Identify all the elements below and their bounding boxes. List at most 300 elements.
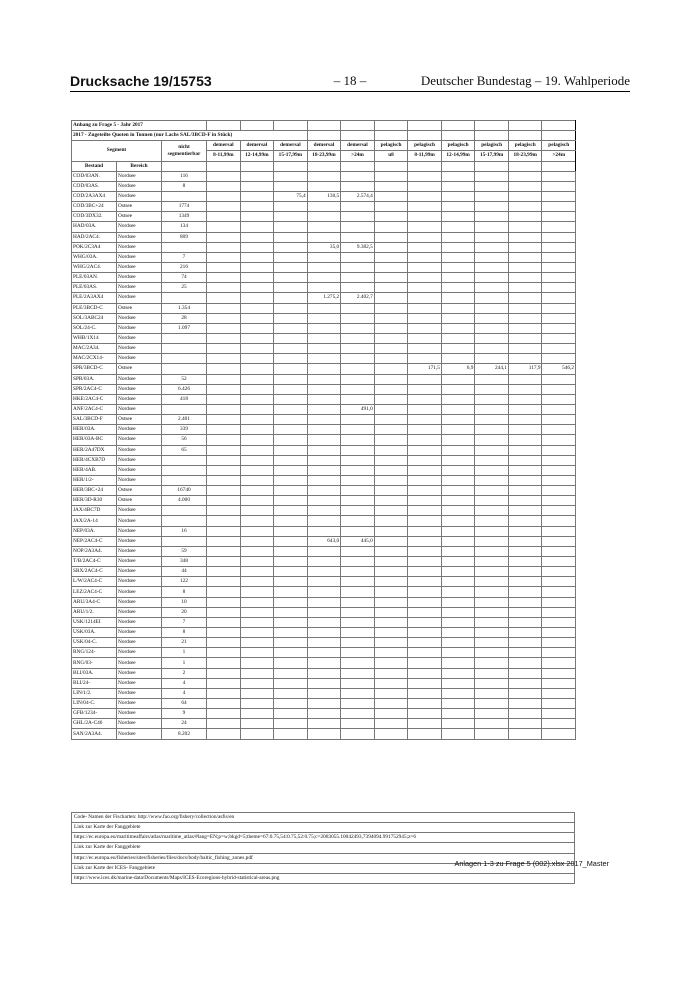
bestand-cell: T/B/2AC4-C — [72, 557, 117, 567]
quota-cell — [374, 546, 408, 556]
quota-cell — [207, 506, 241, 516]
quota-cell — [307, 252, 341, 262]
quota-cell — [508, 516, 542, 526]
nicht-segmentierbar-cell: 8 — [162, 587, 207, 597]
table-row — [72, 709, 576, 719]
quota-cell — [307, 587, 341, 597]
quota-cell — [207, 678, 241, 688]
bereich-cell: Nordsee — [117, 699, 162, 709]
bestand-cell: SPR/2AC4-C — [72, 384, 117, 394]
quota-cell — [374, 181, 408, 191]
length-header: 12-14,99m — [240, 151, 274, 161]
nicht-segmentierbar-cell: 1 — [162, 658, 207, 668]
length-header: >24m — [341, 151, 375, 161]
quota-cell — [207, 384, 241, 394]
quota-cell — [441, 607, 475, 617]
quota-cell — [274, 374, 308, 384]
bestand-cell: HER/3BC+24 — [72, 486, 117, 496]
quota-cell — [475, 546, 509, 556]
quota-cell — [307, 658, 341, 668]
quota-cell — [408, 688, 442, 698]
quota-cell — [475, 202, 509, 212]
quota-cell — [240, 526, 274, 536]
quota-cell — [341, 344, 375, 354]
quota-cell — [240, 333, 274, 343]
bereich-cell: Nordsee — [117, 445, 162, 455]
quota-cell — [408, 191, 442, 201]
bereich-cell: Nordsee — [117, 617, 162, 627]
bereich-cell: Nordsee — [117, 191, 162, 201]
bestand-cell: NOP/2A3A4. — [72, 546, 117, 556]
quota-cell — [341, 678, 375, 688]
bereich-cell: Nordsee — [117, 344, 162, 354]
footer-filename: Anlagen 1-3 zu Frage 5 (002).xlsx 2017_Master — [454, 859, 609, 868]
quota-cell — [374, 617, 408, 627]
quota-cell — [240, 648, 274, 658]
quota-cell — [307, 668, 341, 678]
bestand-cell: COD/03AN. — [72, 171, 117, 181]
table-row — [72, 364, 576, 374]
quota-cell — [341, 252, 375, 262]
quota-cell — [341, 526, 375, 536]
quota-cell — [475, 526, 509, 536]
quota-cell — [274, 394, 308, 404]
quota-cell — [207, 709, 241, 719]
quota-cell — [341, 181, 375, 191]
quota-cell — [274, 364, 308, 374]
quota-cell — [542, 557, 576, 567]
quota-cell — [240, 384, 274, 394]
quota-cell — [374, 313, 408, 323]
quota-cell — [307, 577, 341, 587]
nicht-segmentierbar-cell: 2.401 — [162, 415, 207, 425]
bereich-cell: Nordsee — [117, 181, 162, 191]
bereich-cell: Nordsee — [117, 597, 162, 607]
quota-cell — [408, 648, 442, 658]
quota-cell — [508, 181, 542, 191]
quota-cell — [274, 486, 308, 496]
quota-cell — [542, 628, 576, 638]
quota-cell — [274, 262, 308, 272]
quota-cell — [307, 496, 341, 506]
quota-cell — [240, 668, 274, 678]
quota-cell — [341, 212, 375, 222]
quota-cell — [542, 496, 576, 506]
nicht-segmentierbar-cell: 116 — [162, 171, 207, 181]
quota-cell — [240, 303, 274, 313]
quota-cell — [542, 709, 576, 719]
bestand-cell: USK/1214EI — [72, 617, 117, 627]
bereich-cell: Nordsee — [117, 628, 162, 638]
quota-cell — [240, 688, 274, 698]
quota-cell — [508, 394, 542, 404]
quota-cell — [374, 557, 408, 567]
quota-cell — [207, 181, 241, 191]
bestand-cell: WHG/2AC4. — [72, 262, 117, 272]
nicht-segmentierbar-cell: 59 — [162, 546, 207, 556]
quota-cell — [408, 516, 442, 526]
quota-cell — [408, 567, 442, 577]
quota-cell — [408, 496, 442, 506]
quota-cell — [274, 425, 308, 435]
quota-cell — [207, 486, 241, 496]
quota-cell — [441, 425, 475, 435]
quota-cell — [508, 668, 542, 678]
quota-cell — [307, 181, 341, 191]
bereich-cell: Nordsee — [117, 242, 162, 252]
quota-cell — [475, 577, 509, 587]
quota-cell — [341, 516, 375, 526]
table-row — [72, 262, 576, 272]
quota-cell: 75,4 — [274, 191, 308, 201]
quota-cell — [542, 212, 576, 222]
quota-cell — [341, 587, 375, 597]
link-label: Link zur Karte der Fanggebiete — [72, 843, 575, 853]
quota-cell — [441, 475, 475, 485]
quota-cell — [542, 242, 576, 252]
quota-cell — [542, 323, 576, 333]
bereich-cell: Nordsee — [117, 607, 162, 617]
quota-cell — [374, 293, 408, 303]
nicht-segmentierbar-cell: 4.000 — [162, 496, 207, 506]
quota-cell — [341, 648, 375, 658]
bereich-cell: Nordsee — [117, 729, 162, 739]
quota-cell — [542, 648, 576, 658]
nicht-segmentierbar-cell: 216 — [162, 262, 207, 272]
header-rule — [70, 91, 630, 92]
quota-cell — [207, 344, 241, 354]
quota-cell — [508, 567, 542, 577]
quota-cell — [475, 719, 509, 729]
quota-cell — [441, 567, 475, 577]
quota-cell — [341, 699, 375, 709]
quota-cell — [240, 546, 274, 556]
quota-cell — [542, 191, 576, 201]
quota-cell — [374, 587, 408, 597]
quota-cell: 546,2 — [542, 364, 576, 374]
quota-cell — [341, 628, 375, 638]
bereich-cell: Nordsee — [117, 719, 162, 729]
quota-cell — [441, 232, 475, 242]
table-row — [72, 232, 576, 242]
bereich-cell: Nordsee — [117, 394, 162, 404]
bestand-cell: SPR/3BCD-C — [72, 364, 117, 374]
quota-cell — [374, 729, 408, 739]
bestand-cell: GHL/2A-C46 — [72, 719, 117, 729]
quota-cell — [508, 435, 542, 445]
table-row — [72, 404, 576, 414]
bereich-cell: Nordsee — [117, 333, 162, 343]
quota-cell — [307, 486, 341, 496]
bestand-cell: WHG/03A. — [72, 252, 117, 262]
drucksache-number: Drucksache 19/15753 — [70, 73, 212, 89]
bestand-cell: HAD/03A. — [72, 222, 117, 232]
quota-cell — [542, 202, 576, 212]
quota-cell — [207, 688, 241, 698]
bestand-cell: ANF/2AC4-C — [72, 404, 117, 414]
quota-cell — [207, 202, 241, 212]
category-header: pelagisch — [374, 141, 408, 151]
quota-cell — [475, 313, 509, 323]
quota-cell — [475, 354, 509, 364]
quota-cell — [307, 354, 341, 364]
quota-cell — [307, 222, 341, 232]
table-row — [72, 374, 576, 384]
page-header — [70, 73, 630, 89]
quota-cell — [274, 222, 308, 232]
quota-cell — [408, 445, 442, 455]
quota-cell — [207, 232, 241, 242]
bereich-cell: Nordsee — [117, 688, 162, 698]
quota-cell — [508, 729, 542, 739]
bereich-cell: Nordsee — [117, 262, 162, 272]
quota-cell — [207, 425, 241, 435]
quota-cell — [441, 526, 475, 536]
bestand-cell: NEP/2AC4-C — [72, 536, 117, 546]
quota-cell — [508, 628, 542, 638]
nicht-segmentierbar-cell: 7 — [162, 617, 207, 627]
quota-cell — [475, 374, 509, 384]
quota-cell — [207, 546, 241, 556]
quota-cell — [542, 344, 576, 354]
nicht-segmentierbar-cell — [162, 344, 207, 354]
table-row — [72, 607, 576, 617]
quota-cell — [341, 364, 375, 374]
quota-cell — [441, 242, 475, 252]
quota-cell — [207, 496, 241, 506]
nicht-segmentierbar-cell: 7 — [162, 252, 207, 262]
quota-cell — [508, 506, 542, 516]
quota-cell — [341, 232, 375, 242]
bestand-cell: SPR/03A. — [72, 374, 117, 384]
bestand-cell: BLI/03A. — [72, 668, 117, 678]
quota-cell — [408, 597, 442, 607]
quota-cell — [508, 262, 542, 272]
quota-cell: 171,5 — [408, 364, 442, 374]
category-header: pelagisch — [408, 141, 442, 151]
quota-cell — [240, 181, 274, 191]
quota-cell — [341, 303, 375, 313]
nicht-segmentierbar-cell: 8.202 — [162, 729, 207, 739]
table-row — [72, 323, 576, 333]
quota-cell — [408, 729, 442, 739]
quota-cell — [341, 354, 375, 364]
quota-cell — [374, 668, 408, 678]
quota-cell — [374, 262, 408, 272]
table-row — [72, 719, 576, 729]
quota-cell — [508, 607, 542, 617]
quota-cell — [408, 242, 442, 252]
quota-cell — [374, 191, 408, 201]
category-header: demersal — [274, 141, 308, 151]
nicht-segmentierbar-cell — [162, 333, 207, 343]
quota-cell — [374, 597, 408, 607]
quota-cell — [475, 242, 509, 252]
quota-cell — [341, 465, 375, 475]
bereich-cell: Nordsee — [117, 475, 162, 485]
quota-cell — [475, 587, 509, 597]
quota-cell — [274, 668, 308, 678]
bereich-cell: Nordsee — [117, 425, 162, 435]
nicht-segmentierbar-cell — [162, 242, 207, 252]
quota-cell — [207, 516, 241, 526]
quota-cell — [240, 455, 274, 465]
quota-cell — [408, 607, 442, 617]
quota-cell — [542, 658, 576, 668]
quota-cell — [374, 222, 408, 232]
quota-cell — [475, 597, 509, 607]
quota-cell — [374, 273, 408, 283]
quota-cell — [475, 506, 509, 516]
quota-cell — [207, 191, 241, 201]
quota-cell — [441, 293, 475, 303]
nicht-segmentierbar-cell: 20 — [162, 607, 207, 617]
quota-cell — [307, 699, 341, 709]
bestand-cell: PLE/03AN. — [72, 273, 117, 283]
quota-cell — [240, 171, 274, 181]
bestand-cell: USK/04-C. — [72, 638, 117, 648]
quota-cell — [374, 719, 408, 729]
quota-cell — [207, 607, 241, 617]
table-row — [72, 415, 576, 425]
category-header: pelagisch — [508, 141, 542, 151]
table-row — [72, 668, 576, 678]
quota-cell — [475, 283, 509, 293]
table-row — [72, 212, 576, 222]
quota-cell — [240, 486, 274, 496]
publisher-title: Deutscher Bundestag – 19. Wahlperiode — [420, 73, 630, 88]
quota-cell — [542, 567, 576, 577]
quota-cell — [508, 303, 542, 313]
quota-cell — [508, 526, 542, 536]
quota-cell — [240, 354, 274, 364]
bereich-cell: Nordsee — [117, 313, 162, 323]
bereich-cell: Nordsee — [117, 557, 162, 567]
quota-cell — [441, 455, 475, 465]
quota-cell — [307, 557, 341, 567]
table-row — [72, 496, 576, 506]
quota-cell: 35,0 — [307, 242, 341, 252]
quota-cell — [508, 374, 542, 384]
bereich-cell: Nordsee — [117, 435, 162, 445]
nicht-segmentierbar-cell: 1 — [162, 648, 207, 658]
quota-cell — [508, 313, 542, 323]
bestand-cell: MAC/2CX14- — [72, 354, 117, 364]
quota-cell — [207, 567, 241, 577]
quota-cell — [441, 506, 475, 516]
quota-cell — [207, 293, 241, 303]
table-row — [72, 546, 576, 556]
quota-cell — [240, 709, 274, 719]
quota-cell — [542, 506, 576, 516]
quota-cell — [475, 567, 509, 577]
bestand-cell: SAN/2A3A4. — [72, 729, 117, 739]
quota-cell — [475, 222, 509, 232]
quota-cell — [475, 181, 509, 191]
nicht-segmentierbar-cell — [162, 404, 207, 414]
quota-cell — [408, 222, 442, 232]
quota-cell — [307, 313, 341, 323]
quota-cell — [542, 293, 576, 303]
table-row — [72, 516, 576, 526]
quota-cell — [441, 384, 475, 394]
quota-cell — [240, 557, 274, 567]
quota-cell — [240, 445, 274, 455]
quota-cell — [408, 587, 442, 597]
quota-cell — [508, 425, 542, 435]
quota-cell — [207, 262, 241, 272]
quota-cell — [240, 475, 274, 485]
quota-cell — [408, 425, 442, 435]
nicht-segmentierbar-cell: 28 — [162, 313, 207, 323]
quota-cell — [508, 475, 542, 485]
quota-cell — [307, 435, 341, 445]
quota-cell — [274, 709, 308, 719]
quota-cell — [408, 638, 442, 648]
quota-cell — [274, 445, 308, 455]
quota-cell — [341, 577, 375, 587]
quota-cell — [441, 628, 475, 638]
quota-cell — [508, 202, 542, 212]
quota-cell — [374, 252, 408, 262]
bereich-cell: Nordsee — [117, 577, 162, 587]
quota-cell — [441, 577, 475, 587]
quota-cell — [207, 638, 241, 648]
bereich-cell: Nordsee — [117, 516, 162, 526]
nicht-segmentierbar-cell: 44 — [162, 567, 207, 577]
quota-cell — [207, 313, 241, 323]
quota-cell — [274, 273, 308, 283]
quota-cell — [274, 567, 308, 577]
quota-cell — [374, 688, 408, 698]
quota-cell — [542, 415, 576, 425]
quota-cell — [441, 283, 475, 293]
bestand-cell: BLI/24- — [72, 678, 117, 688]
quota-cell — [374, 202, 408, 212]
quota-cell — [374, 333, 408, 343]
quota-cell — [207, 404, 241, 414]
bereich-cell: Nordsee — [117, 587, 162, 597]
quota-cell — [374, 648, 408, 658]
bestand-cell: HER/03A-BC — [72, 435, 117, 445]
quota-cell — [475, 303, 509, 313]
quota-cell — [307, 516, 341, 526]
quota-cell — [240, 699, 274, 709]
quota-cell — [274, 384, 308, 394]
nicht-segmentierbar-cell: 4 — [162, 688, 207, 698]
quota-cell — [508, 415, 542, 425]
quota-cell — [374, 242, 408, 252]
quota-cell — [307, 283, 341, 293]
quota-cell — [542, 303, 576, 313]
quota-cell — [341, 496, 375, 506]
quota-cell — [542, 638, 576, 648]
bereich-cell: Nordsee — [117, 404, 162, 414]
quota-cell — [508, 496, 542, 506]
quota-cell — [542, 354, 576, 364]
quota-cell — [374, 699, 408, 709]
quota-cell — [508, 384, 542, 394]
quota-cell: 445,0 — [341, 536, 375, 546]
quota-cell — [542, 699, 576, 709]
nicht-segmentierbar-cell: 809 — [162, 232, 207, 242]
table-row — [72, 354, 576, 364]
quota-cell — [542, 617, 576, 627]
quota-cell — [374, 303, 408, 313]
quota-cell — [374, 374, 408, 384]
quota-cell — [508, 597, 542, 607]
page-number: – 18 – — [333, 73, 367, 88]
